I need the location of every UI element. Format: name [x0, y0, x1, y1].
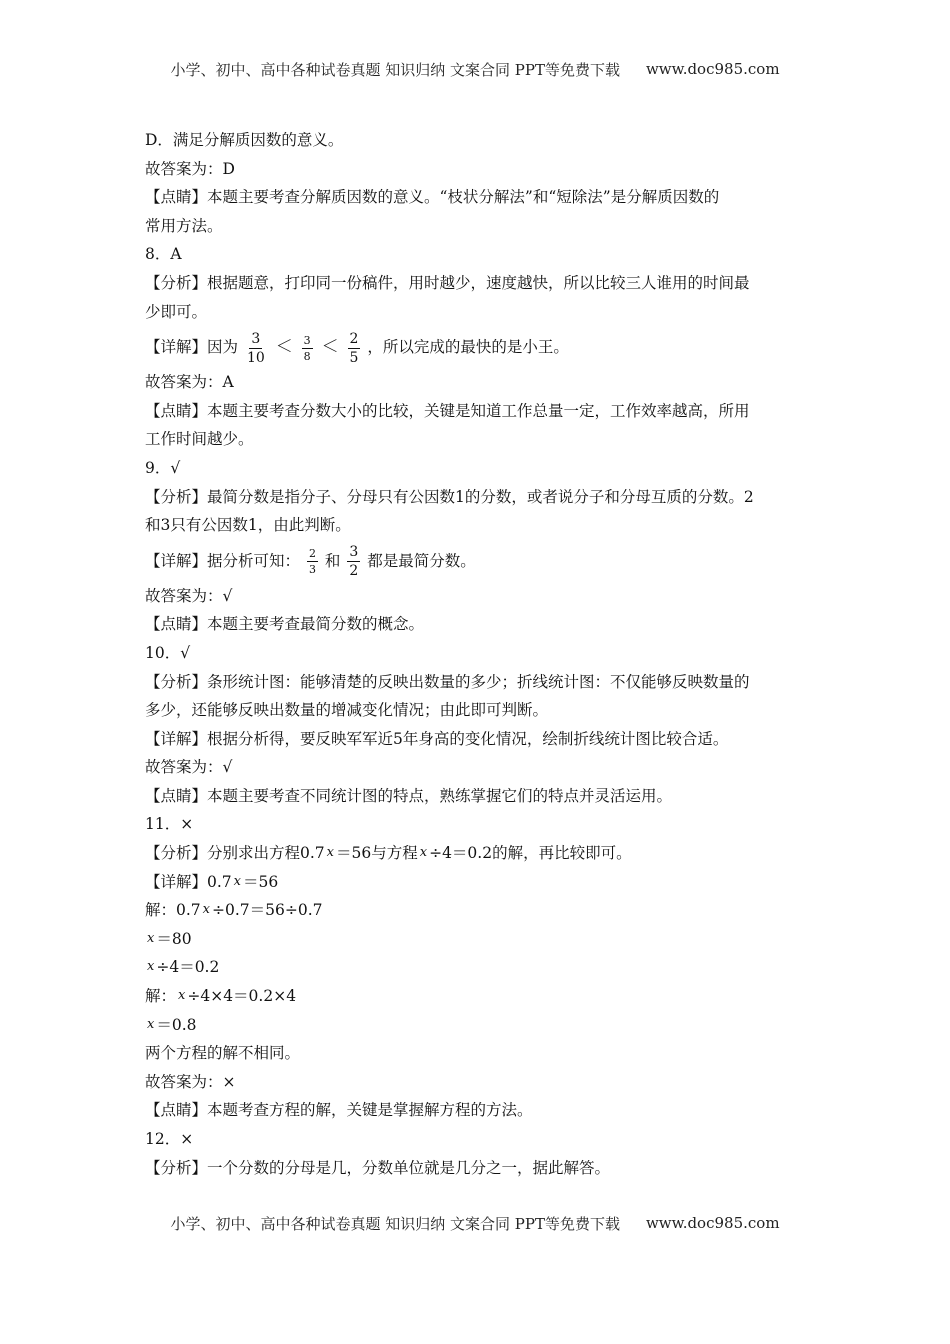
text-segment: ，所以完成的最快的是小王。	[367, 338, 569, 357]
variable-x: x	[419, 845, 428, 861]
question-number: 11．×	[145, 815, 194, 834]
formula-line	[145, 326, 805, 368]
text-segment: ÷4＝0.2的解，再比较即可。	[429, 844, 632, 863]
text-segment: ＝0.8	[156, 1015, 197, 1034]
variable-x: x	[147, 959, 155, 975]
text-line: 两个方程的解不相同。	[145, 1044, 301, 1063]
question-number: 8．A	[145, 245, 182, 264]
numerator: 2	[349, 330, 359, 347]
text-segment: 【详解】0.7	[145, 872, 232, 891]
question-number: 12．×	[145, 1130, 194, 1148]
formula-line	[145, 982, 805, 1011]
text-segment: ÷4×4＝0.2×4	[187, 987, 297, 1006]
text-line: 【分析】一个分数的分母是几，分数单位就是几分之一，据此解答。	[145, 1158, 611, 1177]
question-number: 10．√	[145, 643, 191, 662]
text-segment: ÷0.7＝56÷0.7	[212, 901, 323, 920]
less-than-sign: ＜	[321, 337, 339, 358]
variable-x: x	[147, 1016, 155, 1032]
footer-text: 小学、初中、高中各种试卷真题 知识归纳 文案合同 PPT等免费下载	[170, 1214, 620, 1233]
text-line: 工作时间越少。	[145, 430, 254, 449]
text-line: 【分析】根据题意，打印同一份稿件，用时越少，速度越快，所以比较三人谁用的时间最	[145, 273, 750, 292]
text-line: 故答案为：×	[145, 1072, 236, 1091]
footer-site-link[interactable]: www.doc985.com	[645, 1214, 780, 1232]
text-segment: ＝80	[156, 929, 192, 948]
text-segment: 都是最简分数。	[367, 551, 476, 570]
numerator: 3	[303, 333, 311, 347]
denominator: 2	[349, 563, 359, 580]
text-line: 多少，还能够反映出数量的增减变化情况；由此即可判断。	[145, 701, 549, 720]
fraction	[348, 332, 361, 365]
text-line: 【点睛】本题主要考查分解质因数的意义。“枝状分解法”和“短除法”是分解质因数的	[145, 188, 720, 207]
formula-line	[145, 925, 805, 954]
text-line: 少即可。	[145, 302, 208, 321]
text-line: 【点睛】本题主要考查不同统计图的特点，熟练掌握它们的特点并灵活运用。	[145, 786, 673, 805]
text-line: D．满足分解质因数的意义。	[145, 131, 344, 149]
text-line: 【详解】根据分析得，要反映军军近5年身高的变化情况，绘制折线统计图比较合适。	[145, 729, 729, 748]
numerator: 3	[251, 330, 261, 347]
denominator: 10	[246, 349, 265, 366]
header-site-link[interactable]: www.doc985.com	[645, 60, 780, 78]
text-line: 故答案为：√	[145, 586, 233, 605]
formula-line	[145, 953, 805, 982]
text-segment: 和	[324, 551, 341, 570]
header-text: 小学、初中、高中各种试卷真题 知识归纳 文案合同 PPT等免费下载	[170, 60, 620, 79]
page-header	[0, 54, 950, 84]
text-line: 【分析】条形统计图：能够清楚的反映出数量的多少；折线统计图：不仅能够反映数量的	[145, 672, 750, 691]
variable-x: x	[178, 988, 186, 1004]
formula-line	[145, 1011, 805, 1040]
variable-x: x	[147, 930, 155, 946]
denominator: 3	[308, 563, 316, 577]
formula-line	[145, 839, 805, 868]
fraction	[245, 332, 267, 365]
text-line: 常用方法。	[145, 216, 223, 235]
formula-line	[145, 896, 805, 925]
denominator: 5	[349, 349, 359, 366]
variable-x: x	[233, 873, 241, 889]
denominator: 8	[303, 349, 311, 363]
text-line: 【点睛】本题主要考查分数大小的比较，关键是知道工作总量一定，工作效率越高，所用	[145, 401, 750, 420]
text-segment: ＝56与方程	[336, 844, 418, 863]
text-segment: ÷4＝0.2	[156, 958, 220, 977]
text-line: 和3只有公因数1，由此判断。	[145, 516, 351, 535]
text-segment: 解：	[145, 987, 177, 1006]
variable-x: x	[326, 845, 334, 861]
numerator: 2	[308, 547, 316, 561]
less-than-sign: ＜	[275, 337, 293, 358]
text-segment: 【分析】分别求出方程0.7	[145, 844, 325, 863]
fraction	[302, 335, 313, 362]
variable-x: x	[202, 902, 210, 918]
formula-line	[145, 868, 805, 897]
text-segment: ＝56	[243, 872, 279, 891]
text-line: 故答案为：A	[145, 373, 234, 392]
question-number: 9．√	[145, 458, 181, 477]
fraction	[347, 545, 360, 578]
page-footer	[0, 1208, 950, 1238]
text-segment: 解：0.7	[145, 901, 201, 920]
text-segment: 【详解】据分析可知：	[145, 551, 301, 570]
text-line: 【分析】最简分数是指分子、分母只有公因数1的分数，或者说分子和分母互质的分数。2	[145, 487, 754, 506]
text-line: 【点睛】本题主要考查最简分数的概念。	[145, 615, 425, 634]
text-segment: 【详解】因为	[145, 338, 239, 357]
formula-line	[145, 540, 805, 582]
text-line: 故答案为：√	[145, 758, 233, 777]
numerator: 3	[349, 544, 359, 561]
text-line: 【点睛】本题考查方程的解，关键是掌握解方程的方法。	[145, 1101, 533, 1120]
text-line: 故答案为：D	[145, 159, 235, 178]
document-body	[145, 126, 805, 1182]
fraction	[307, 548, 318, 575]
